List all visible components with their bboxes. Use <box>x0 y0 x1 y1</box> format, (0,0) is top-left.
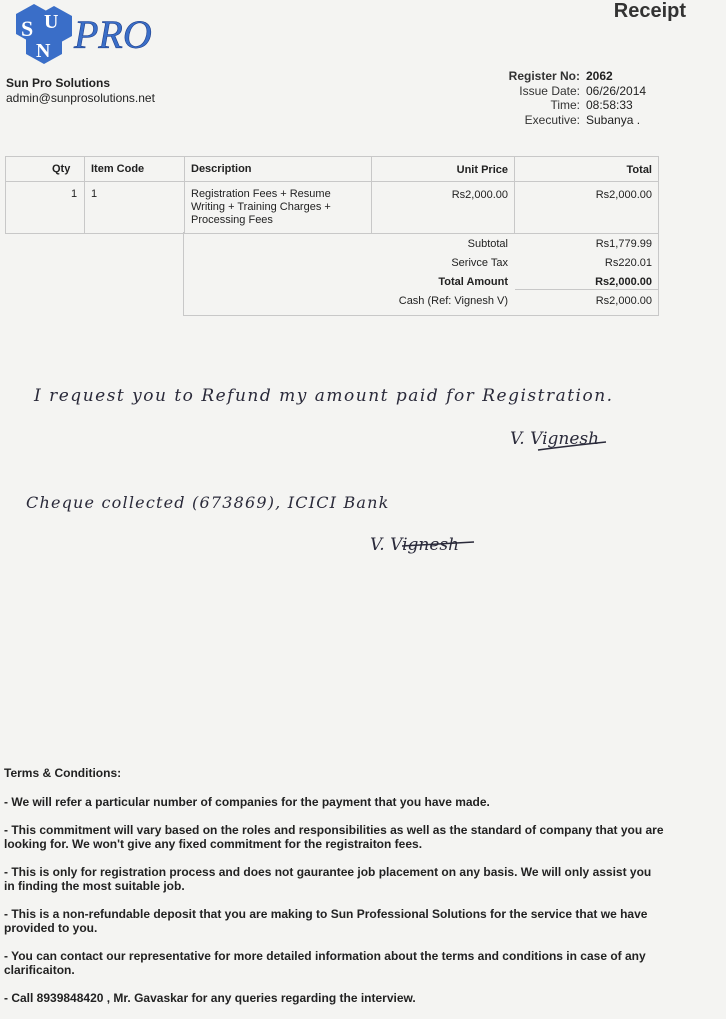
terms-heading: Terms & Conditions: <box>4 766 122 780</box>
handwritten-refund-request: I request you to Refund my amount paid for Registration. <box>34 386 614 406</box>
svg-text:V. Vignesh: V. Vignesh <box>370 535 460 555</box>
terms-item: - Call 8939848420 , Mr. Gavaskar for any queries regarding the interview. <box>4 991 416 1005</box>
header-unit-price: Unit Price <box>456 164 508 176</box>
executive-row <box>470 113 658 128</box>
terms-item: - You can contact our representative for more detailed information about the terms and conditions in case of any clarificaiton. <box>4 949 646 977</box>
receipt-title: Receipt <box>613 0 686 22</box>
terms-item: - This is only for registration process and does not gaurantee job placement on any basis. We will only assist you in finding the most suitable job. <box>4 865 652 893</box>
col-divider <box>514 157 515 233</box>
col-divider <box>371 157 372 233</box>
svg-text:V. Vignesh: V. Vignesh <box>510 429 600 449</box>
register-label: Register No: <box>508 69 580 83</box>
issue-date-value: 06/26/2014 <box>586 83 647 98</box>
terms-item: - This is a non-refundable deposit that you are making to Sun Professional Solutions for the service that we have provided to you. <box>4 907 648 935</box>
svg-text:PRO: PRO <box>74 12 152 57</box>
total-divider <box>515 289 658 290</box>
signature <box>508 420 618 465</box>
sunpro-logo-graphic <box>8 2 168 64</box>
receipt-meta <box>470 69 658 127</box>
header-total: Total <box>626 164 652 176</box>
totals-table <box>183 232 659 316</box>
tax-value: Rs220.01 <box>604 257 652 269</box>
svg-text:S: S <box>21 16 34 41</box>
svg-text:N: N <box>36 40 51 62</box>
row-item-code: 1 <box>91 188 98 200</box>
header-qty: Qty <box>52 163 71 175</box>
sunpro-logo <box>8 2 168 64</box>
cash-value: Rs2,000.00 <box>595 295 652 307</box>
row-unit-price: Rs2,000.00 <box>451 189 508 201</box>
terms-item: - This commitment will vary based on the roles and responsibilities as well as the standard of company that you are looking for. We won't give any fixed commitment for the registraiton fees. <box>4 823 664 851</box>
header-description: Description <box>191 163 252 175</box>
company-info <box>6 76 155 106</box>
tax-row <box>184 257 658 276</box>
row-qty: 1 <box>71 188 78 200</box>
terms-and-conditions <box>4 766 664 1019</box>
col-divider <box>184 157 185 233</box>
total-amount-value: Rs2,000.00 <box>595 276 652 288</box>
total-amount-row <box>184 276 658 295</box>
time-label: Time: <box>550 98 580 112</box>
issue-date-row <box>470 84 658 99</box>
header-item-code: Item Code <box>91 163 145 175</box>
signature <box>368 526 478 571</box>
handwritten-cheque-note: Cheque collected (673869), ICICI Bank <box>26 493 390 512</box>
col-divider <box>84 157 85 233</box>
executive-label: Executive: <box>524 112 580 127</box>
svg-text:U: U <box>44 11 59 33</box>
row-total: Rs2,000.00 <box>595 189 652 201</box>
items-table <box>5 156 659 234</box>
time-row <box>470 98 658 113</box>
subtotal-label: Subtotal <box>467 238 508 250</box>
company-name: Sun Pro Solutions <box>6 76 110 90</box>
row-description: Registration Fees + Resume Writing + Training Charges + Processing Fees <box>191 188 331 226</box>
items-table-header <box>6 157 658 182</box>
tax-label: Serivce Tax <box>451 257 508 269</box>
cash-row <box>184 295 658 314</box>
executive-value: Subanya . <box>586 112 641 127</box>
subtotal-value: Rs1,779.99 <box>595 238 652 250</box>
company-email: admin@sunprosolutions.net <box>6 91 155 105</box>
terms-item: - We will refer a particular number of companies for the payment that you have made. <box>4 795 490 809</box>
register-value: 2062 <box>586 69 613 83</box>
cash-label: Cash (Ref: Vignesh V) <box>398 295 508 307</box>
issue-date-label: Issue Date: <box>519 83 580 98</box>
total-amount-label: Total Amount <box>438 276 508 288</box>
time-value: 08:58:33 <box>586 98 633 112</box>
subtotal-row <box>184 238 658 257</box>
register-row <box>470 69 658 84</box>
